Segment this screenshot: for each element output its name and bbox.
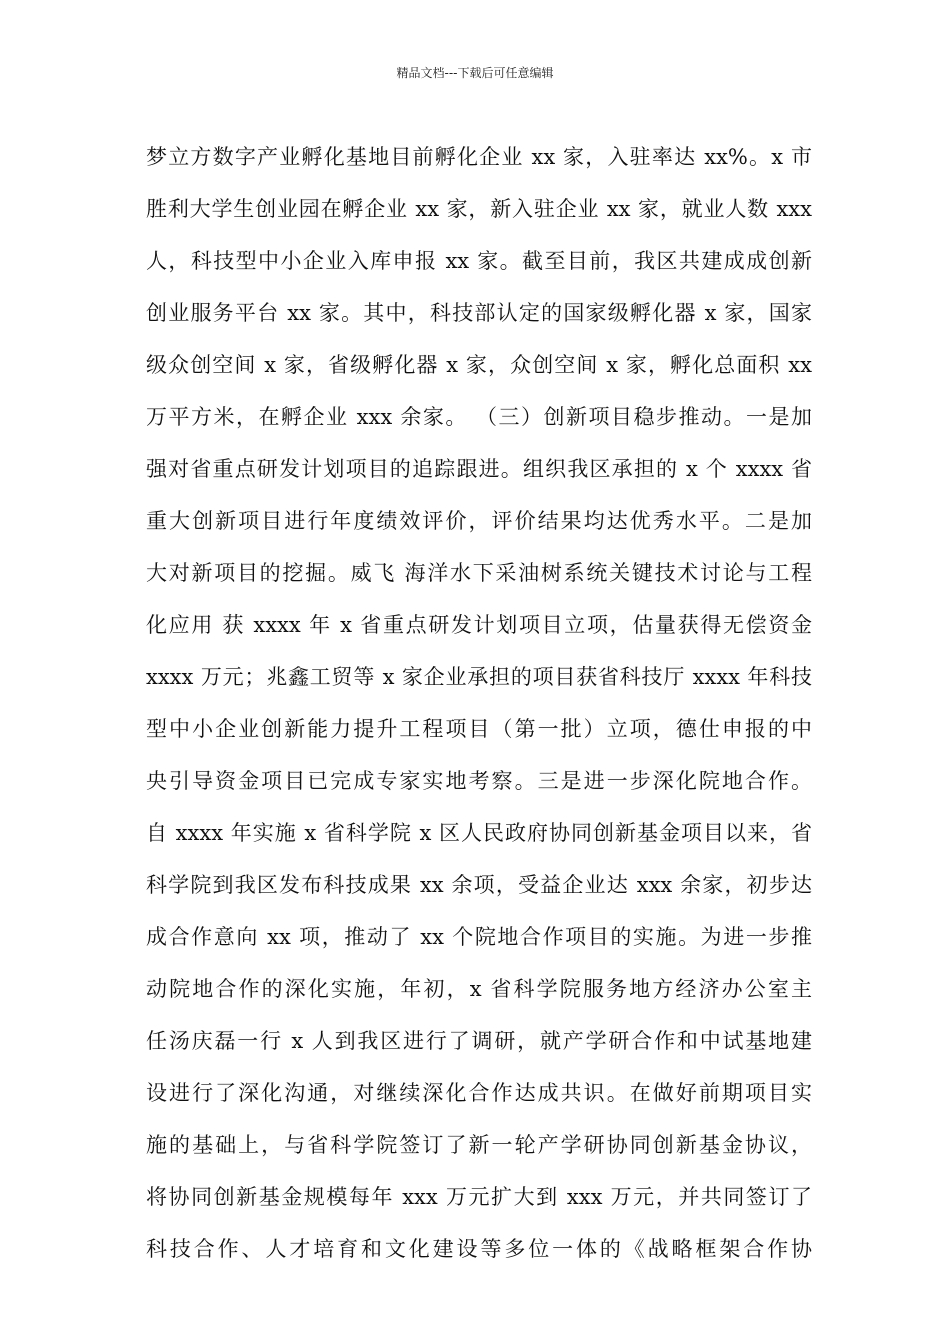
body-line: 强对省重点研发计划项目的追踪跟进。组织我区承担的 x 个 xxxx 省 [146,457,812,481]
body-line: 施的基础上，与省科学院签订了新一轮产学研协同创新基金协议， [146,1133,812,1157]
body-line: 万平方米，在孵企业 xxx 余家。 （三）创新项目稳步推动。一是加 [146,405,812,429]
body-line: 科学院到我区发布科技成果 xx 余项，受益企业达 xxx 余家，初步达 [146,873,812,897]
body-line: 胜利大学生创业园在孵企业 xx 家，新入驻企业 xx 家，就业人数 xxx [146,197,812,221]
body-line: xxxx 万元；兆鑫工贸等 x 家企业承担的项目获省科技厅 xxxx 年科技 [146,665,812,689]
body-line: 科技合作、人才培育和文化建设等多位一体的《战略框架合作协 [146,1237,812,1261]
body-line: 任汤庆磊一行 x 人到我区进行了调研，就产学研合作和中试基地建 [146,1029,812,1053]
body-line: 成合作意向 xx 项，推动了 xx 个院地合作项目的实施。为进一步推 [146,925,812,949]
body-line: 动院地合作的深化实施，年初，x 省科学院服务地方经济办公室主 [146,977,812,1001]
body-line: 型中小企业创新能力提升工程项目（第一批）立项，德仕申报的中 [146,717,812,741]
body-line: 梦立方数字产业孵化基地目前孵化企业 xx 家，入驻率达 xx%。x 市 [146,145,812,169]
body-line: 创业服务平台 xx 家。其中，科技部认定的国家级孵化器 x 家，国家 [146,301,812,325]
body-line: 化应用 获 xxxx 年 x 省重点研发计划项目立项，估量获得无偿资金 [146,613,812,637]
body-line: 将协同创新基金规模每年 xxx 万元扩大到 xxx 万元，并共同签订了 [146,1185,812,1209]
body-line: 大对新项目的挖掘。威飞 海洋水下采油树系统关键技术讨论与工程 [146,561,812,585]
body-line: 重大创新项目进行年度绩效评价，评价结果均达优秀水平。二是加 [146,509,812,533]
document-body [146,131,812,1275]
body-line: 级众创空间 x 家，省级孵化器 x 家，众创空间 x 家，孵化总面积 xx [146,353,812,377]
body-line: 设进行了深化沟通，对继续深化合作达成共识。在做好前期项目实 [146,1081,812,1105]
body-line: 央引导资金项目已完成专家实地考察。三是进一步深化院地合作。 [146,769,812,793]
page-header: 精品文档---下载后可任意编辑 [396,66,554,80]
body-line: 人，科技型中小企业入库申报 xx 家。截至目前，我区共建成成创新 [146,249,812,273]
body-line: 自 xxxx 年实施 x 省科学院 x 区人民政府协同创新基金项目以来，省 [146,821,812,845]
